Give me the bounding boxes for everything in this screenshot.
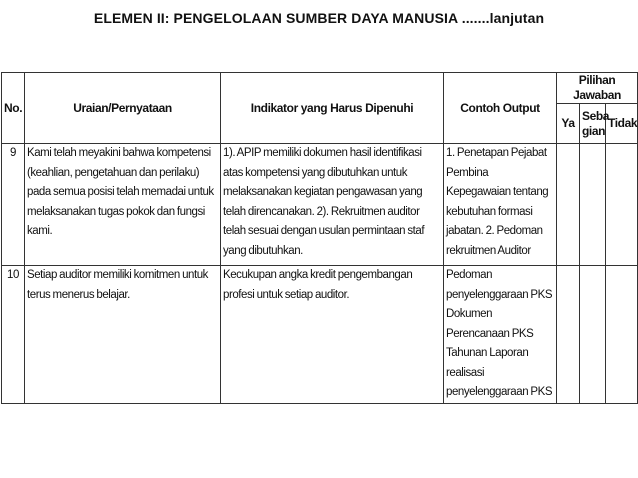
answer-ya-cell[interactable] <box>557 144 580 266</box>
row-number: 9 <box>2 144 25 266</box>
indikator-cell: Kecukupan angka kredit pengembangan profesi untuk setiap auditor. <box>221 266 444 404</box>
header-uraian: Uraian/Pernyataan <box>25 73 221 144</box>
uraian-cell: Setiap auditor memiliki komitmen untuk terus menerus belajar. <box>25 266 221 404</box>
answer-tidak-cell[interactable] <box>606 144 638 266</box>
table-row <box>2 266 638 404</box>
assessment-table <box>1 72 638 404</box>
header-sebagian: Seba gian <box>580 104 606 144</box>
header-no: No. <box>2 73 25 144</box>
header-indikator: Indikator yang Harus Dipenuhi <box>221 73 444 144</box>
indikator-cell: 1). APIP memiliki dokumen hasil identifikasi atas kompetensi yang dibutuhkan untuk melaksanakan kegiatan pengawasan yang telah direncanakan. 2). Rekruitmen auditor telah sesuai dengan usulan permintaan staf yang dibutuhkan. <box>221 144 444 266</box>
page-title: ELEMEN II: PENGELOLAAN SUMBER DAYA MANUSIA .......lanjutan <box>93 10 545 26</box>
header-ya: Ya <box>557 104 580 144</box>
header-pilihan-jawaban: Pilihan Jawaban <box>557 73 638 104</box>
header-tidak: Tidak <box>606 104 638 144</box>
answer-sebagian-cell[interactable] <box>580 144 606 266</box>
table-row <box>2 144 638 266</box>
header-contoh-output: Contoh Output <box>444 73 557 144</box>
contoh-output-cell: 1. Penetapan Pejabat Pembina Kepegawaian tentang kebutuhan formasi jabatan. 2. Pedoman rekruitmen Auditor <box>444 144 557 266</box>
answer-ya-cell[interactable] <box>557 266 580 404</box>
uraian-cell: Kami telah meyakini bahwa kompetensi (keahlian, pengetahuan dan perilaku) pada semua posisi telah memadai untuk melaksanakan tugas pokok dan fungsi kami. <box>25 144 221 266</box>
answer-tidak-cell[interactable] <box>606 266 638 404</box>
answer-sebagian-cell[interactable] <box>580 266 606 404</box>
contoh-output-cell: Pedoman penyelenggaraan PKS Dokumen Perencanaan PKS Tahunan Laporan realisasi penyelenggaraan PKS <box>444 266 557 404</box>
row-number: 10 <box>2 266 25 404</box>
